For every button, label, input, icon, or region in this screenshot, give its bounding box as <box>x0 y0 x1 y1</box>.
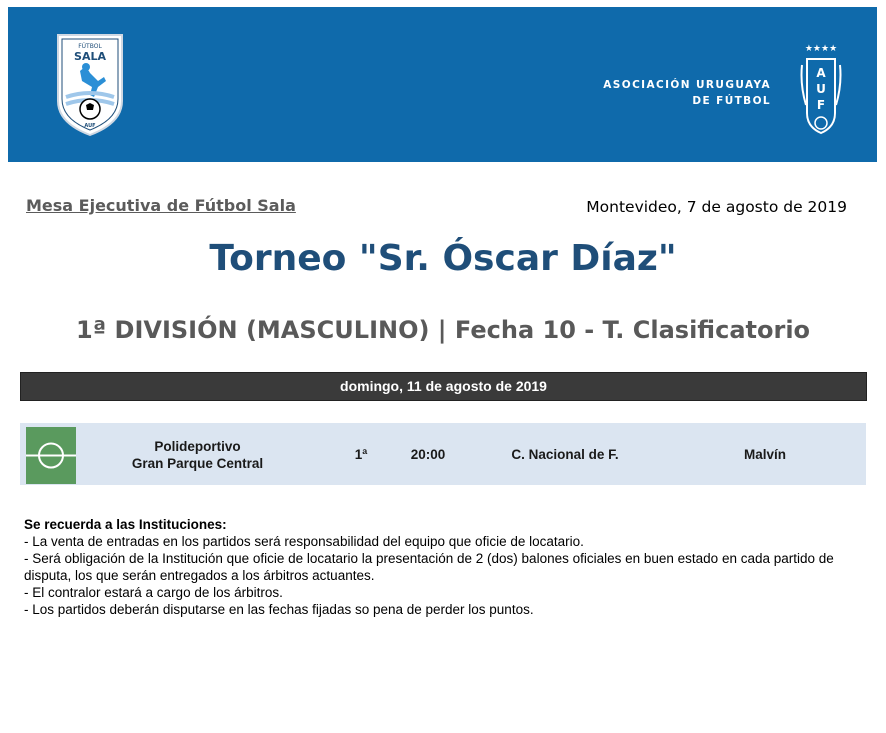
away-team: Malvín <box>743 447 786 462</box>
association-line-1: ASOCIACIÓN URUGUAYA <box>603 79 771 91</box>
match-venue <box>100 438 295 472</box>
association-line-2: DE FÚTBOL <box>692 95 771 107</box>
note-item: - La venta de entradas en los partidos será responsabilidad del equipo que oficie de locatario. <box>24 534 584 549</box>
notes-section <box>24 516 864 618</box>
futbol-sala-logo <box>52 31 128 137</box>
match-day-band: domingo, 11 de agosto de 2019 <box>20 372 867 401</box>
note-item: - El contralor estará a cargo de los árbitros. <box>24 585 283 600</box>
match-time: 20:00 <box>410 447 446 462</box>
futsal-court-icon <box>26 427 76 484</box>
issuer-heading: Mesa Ejecutiva de Fútbol Sala <box>26 196 296 215</box>
svg-text:A: A <box>816 66 826 80</box>
header-banner <box>8 7 877 162</box>
note-item: - Será obligación de la Institución que oficie de locatario la presentación de 2 (dos) balones oficiales en buen estado en cada partido de disputa, los que serán entregados a los árbitros actuantes. <box>24 551 834 583</box>
notes-heading: Se recuerda a las Instituciones: <box>24 517 227 532</box>
home-team: C. Nacional de F. <box>511 447 619 462</box>
svg-text:AUF: AUF <box>84 123 96 129</box>
division-subtitle: 1ª DIVISIÓN (MASCULINO) | Fecha 10 - T. Clasificatorio <box>75 316 811 344</box>
venue-line-1: Polideportivo <box>154 439 241 454</box>
svg-text:SALA: SALA <box>74 50 106 63</box>
auf-crest <box>799 43 843 139</box>
svg-text:U: U <box>816 82 826 96</box>
tournament-title: Torneo "Sr. Óscar Díaz" <box>209 238 677 279</box>
document-date: Montevideo, 7 de agosto de 2019 <box>586 198 847 216</box>
svg-text:★★★★: ★★★★ <box>804 43 838 53</box>
venue-line-2: Gran Parque Central <box>131 456 264 471</box>
svg-text:F: F <box>816 98 826 112</box>
association-name <box>603 77 771 109</box>
svg-text:FÚTBOL: FÚTBOL <box>78 43 102 50</box>
match-round: 1ª <box>354 447 368 462</box>
note-item: - Los partidos deberán disputarse en las fechas fijadas so pena de perder los puntos. <box>24 602 534 617</box>
match-row <box>20 423 866 485</box>
